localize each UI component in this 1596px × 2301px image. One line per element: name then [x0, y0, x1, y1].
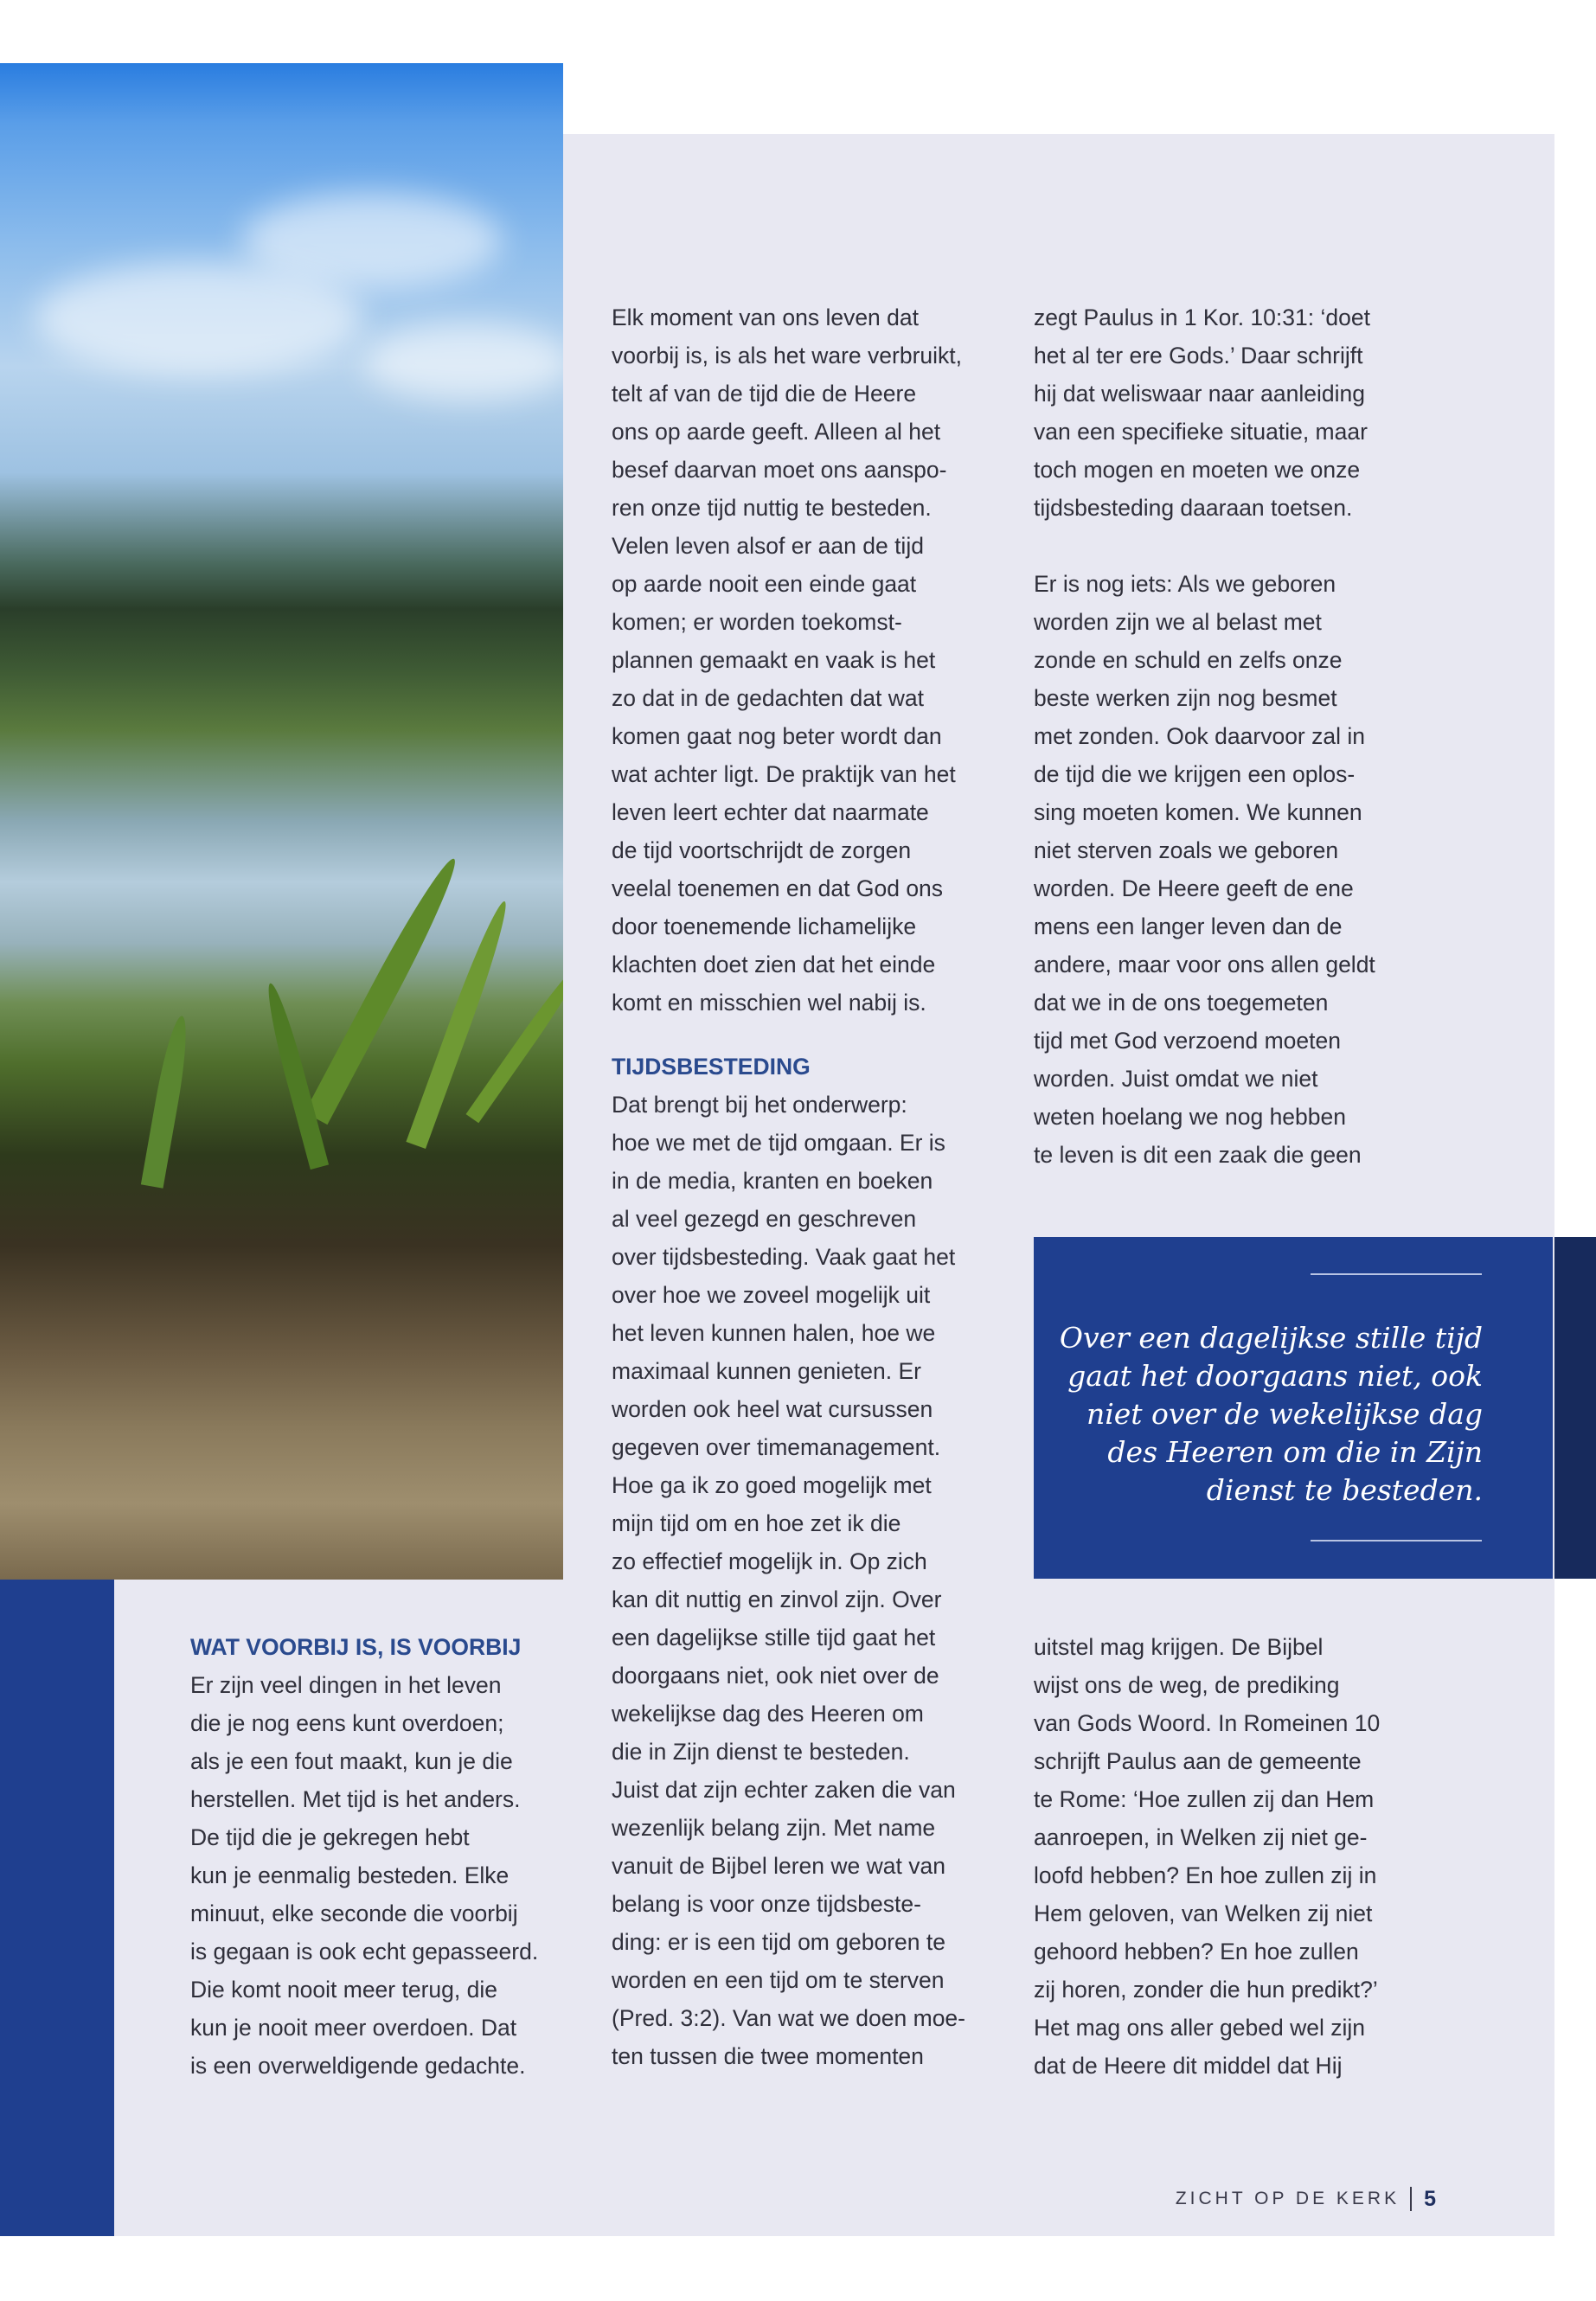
text-line: mijn tijd om en hoe zet ik die — [612, 1510, 901, 1536]
pullquote-edge — [1554, 1237, 1596, 1579]
text-line: wezenlijk belang zijn. Met name — [612, 1815, 936, 1841]
text-line: doorgaans niet, ook niet over de — [612, 1663, 939, 1689]
pullquote-line: dienst te besteden. — [1206, 1473, 1483, 1507]
text-line: Hem geloven, van Welken zij niet — [1034, 1900, 1373, 1926]
text-line: Hoe ga ik zo goed mogelijk met — [612, 1472, 932, 1498]
text-line: Er zijn veel dingen in het leven — [190, 1672, 502, 1698]
text-line: met zonden. Ook daarvoor zal in — [1034, 723, 1365, 749]
text-line: mens een langer leven dan de — [1034, 913, 1343, 939]
text-line: Dat brengt bij het onderwerp: — [612, 1092, 907, 1118]
text-line: toch mogen en moeten we onze — [1034, 457, 1361, 483]
text-line: zegt Paulus in 1 Kor. 10:31: ‘doet — [1034, 304, 1370, 330]
text-line: sing moeten komen. We kunnen — [1034, 799, 1362, 825]
text-line: zo effectief mogelijk in. Op zich — [612, 1548, 927, 1574]
text-line: Velen leven alsof er aan de tijd — [612, 533, 924, 559]
text-line: andere, maar voor ons allen geldt — [1034, 952, 1375, 977]
page-number: 5 — [1424, 2186, 1436, 2211]
text-line: maximaal kunnen genieten. Er — [612, 1358, 921, 1384]
text-line: minuut, elke seconde die voorbij — [190, 1900, 518, 1926]
text-line: te leven is dit een zaak die geen — [1034, 1142, 1362, 1168]
text-line: Het mag ons aller gebed wel zijn — [1034, 2015, 1365, 2041]
text-line: wekelijkse dag des Heeren om — [612, 1701, 924, 1727]
pullquote-rule-bottom — [1311, 1540, 1482, 1541]
text-line: tijd met God verzoend moeten — [1034, 1028, 1341, 1054]
text-line: wijst ons de weg, de prediking — [1034, 1672, 1340, 1698]
text-line: van Gods Woord. In Romeinen 10 — [1034, 1710, 1381, 1736]
text-line: telt af van de tijd die de Heere — [612, 381, 917, 407]
text-line: het al ter ere Gods.’ Daar schrijft — [1034, 343, 1363, 369]
text-line: aanroepen, in Welken zij niet ge- — [1034, 1824, 1368, 1850]
text-line: vanuit de Bijbel leren we wat van — [612, 1853, 945, 1879]
text-line: al veel gezegd en geschreven — [612, 1206, 917, 1232]
section-heading: WAT VOORBIJ IS, IS VOORBIJ — [190, 1634, 522, 1660]
text-line: gehoord hebben? En hoe zullen — [1034, 1939, 1359, 1965]
column-2 — [612, 298, 965, 2075]
text-line: besef daarvan moet ons aanspo- — [612, 457, 947, 483]
grass-lake-photo — [0, 63, 563, 1580]
text-line: een dagelijkse stille tijd gaat het — [612, 1625, 936, 1650]
text-line: van een specifieke situatie, maar — [1034, 419, 1368, 445]
column-3-top — [1034, 298, 1375, 1174]
text-line: schrijft Paulus aan de gemeente — [1034, 1748, 1362, 1774]
footer-divider — [1410, 2187, 1412, 2211]
pullquote-line: niet over de wekelijkse dag — [1086, 1397, 1483, 1431]
text-line: het leven kunnen halen, hoe we — [612, 1320, 936, 1346]
section-heading: TIJDSBESTEDING — [612, 1054, 811, 1080]
text-line: (Pred. 3:2). Van wat we doen moe- — [612, 2005, 965, 2031]
text-line: Elk moment van ons leven dat — [612, 304, 919, 330]
text-line: zonde en schuld en zelfs onze — [1034, 647, 1343, 673]
text-line: belang is voor onze tijdsbeste- — [612, 1891, 921, 1917]
text-line: komen; er worden toekomst- — [612, 609, 902, 635]
text-line: wat achter ligt. De praktijk van het — [612, 761, 956, 787]
column-1 — [190, 1628, 538, 2085]
text-line: is gegaan is ook echt gepasseerd. — [190, 1939, 539, 1965]
text-line: worden ook heel wat cursussen — [612, 1396, 933, 1422]
text-line: Juist dat zijn echter zaken die van — [612, 1777, 956, 1803]
pullquote-line: Over een dagelijkse stille tijd — [1059, 1321, 1483, 1355]
text-line: ten tussen die twee momenten — [612, 2043, 924, 2069]
text-line: in de media, kranten en boeken — [612, 1168, 933, 1194]
text-line: op aarde nooit een einde gaat — [612, 571, 917, 597]
pullquote-text — [1038, 1319, 1483, 1509]
text-line: komt en misschien wel nabij is. — [612, 990, 926, 1016]
text-line: loofd hebben? En hoe zullen zij in — [1034, 1862, 1377, 1888]
pullquote-line: gaat het doorgaans niet, ook — [1067, 1359, 1483, 1393]
magazine-name: ZICHT OP DE KERK — [1175, 2189, 1401, 2208]
text-line: ons op aarde geeft. Alleen al het — [612, 419, 941, 445]
pullquote-line: des Heeren om die in Zijn — [1107, 1435, 1483, 1469]
text-line: dat de Heere dit middel dat Hij — [1034, 2053, 1343, 2079]
page-footer — [1163, 2186, 1436, 2212]
text-line: kan dit nuttig en zinvol zijn. Over — [612, 1586, 942, 1612]
text-line: herstellen. Met tijd is het anders. — [190, 1786, 521, 1812]
text-line: beste werken zijn nog besmet — [1034, 685, 1337, 711]
text-line: door toenemende lichamelijke — [612, 913, 917, 939]
text-line: is een overweldigende gedachte. — [190, 2053, 526, 2079]
text-line: Die komt nooit meer terug, die — [190, 1977, 497, 2003]
text-line: leven leert echter dat naarmate — [612, 799, 929, 825]
text-line: uitstel mag krijgen. De Bijbel — [1034, 1634, 1324, 1660]
text-line: niet sterven zoals we geboren — [1034, 837, 1339, 863]
paragraph-gap — [1034, 527, 1375, 565]
text-line: die je nog eens kunt overdoen; — [190, 1710, 504, 1736]
text-line: De tijd die je gekregen hebt — [190, 1824, 470, 1850]
text-line: weten hoelang we nog hebben — [1034, 1104, 1346, 1130]
text-line: als je een fout maakt, kun je die — [190, 1748, 513, 1774]
column-3-bottom — [1034, 1628, 1380, 2085]
text-line: worden. De Heere geeft de ene — [1034, 875, 1354, 901]
text-line: hoe we met de tijd omgaan. Er is — [612, 1130, 945, 1156]
blue-side-strip — [0, 1579, 114, 2236]
text-line: tijdsbesteding daaraan toetsen. — [1034, 495, 1353, 521]
text-line: plannen gemaakt en vaak is het — [612, 647, 936, 673]
text-line: kun je nooit meer overdoen. Dat — [190, 2015, 517, 2041]
text-line: kun je eenmalig besteden. Elke — [190, 1862, 510, 1888]
text-line: ren onze tijd nuttig te besteden. — [612, 495, 932, 521]
pullquote-rule-top — [1311, 1273, 1482, 1275]
text-line: dat we in de ons toegemeten — [1034, 990, 1329, 1016]
text-line: ding: er is een tijd om geboren te — [612, 1929, 945, 1955]
text-line: Er is nog iets: Als we geboren — [1034, 571, 1336, 597]
text-line: te Rome: ‘Hoe zullen zij dan Hem — [1034, 1786, 1375, 1812]
text-line: worden zijn we al belast met — [1034, 609, 1322, 635]
text-line: over hoe we zoveel mogelijk uit — [612, 1282, 931, 1308]
text-line: komen gaat nog beter wordt dan — [612, 723, 942, 749]
paragraph-gap — [612, 1022, 965, 1048]
text-line: worden. Juist omdat we niet — [1034, 1066, 1318, 1092]
text-line: over tijdsbesteding. Vaak gaat het — [612, 1244, 956, 1270]
text-line: zij horen, zonder die hun predikt?’ — [1034, 1977, 1378, 2003]
text-line: veelal toenemen en dat God ons — [612, 875, 944, 901]
text-line: de tijd die we krijgen een oplos- — [1034, 761, 1356, 787]
text-line: hij dat weliswaar naar aanleiding — [1034, 381, 1366, 407]
text-line: die in Zijn dienst te besteden. — [612, 1739, 910, 1765]
text-line: worden en een tijd om te sterven — [612, 1967, 945, 1993]
text-line: voorbij is, is als het ware verbruikt, — [612, 343, 963, 369]
text-line: zo dat in de gedachten dat wat — [612, 685, 924, 711]
text-line: de tijd voortschrijdt de zorgen — [612, 837, 912, 863]
text-line: gegeven over timemanagement. — [612, 1434, 941, 1460]
text-line: klachten doet zien dat het einde — [612, 952, 936, 977]
